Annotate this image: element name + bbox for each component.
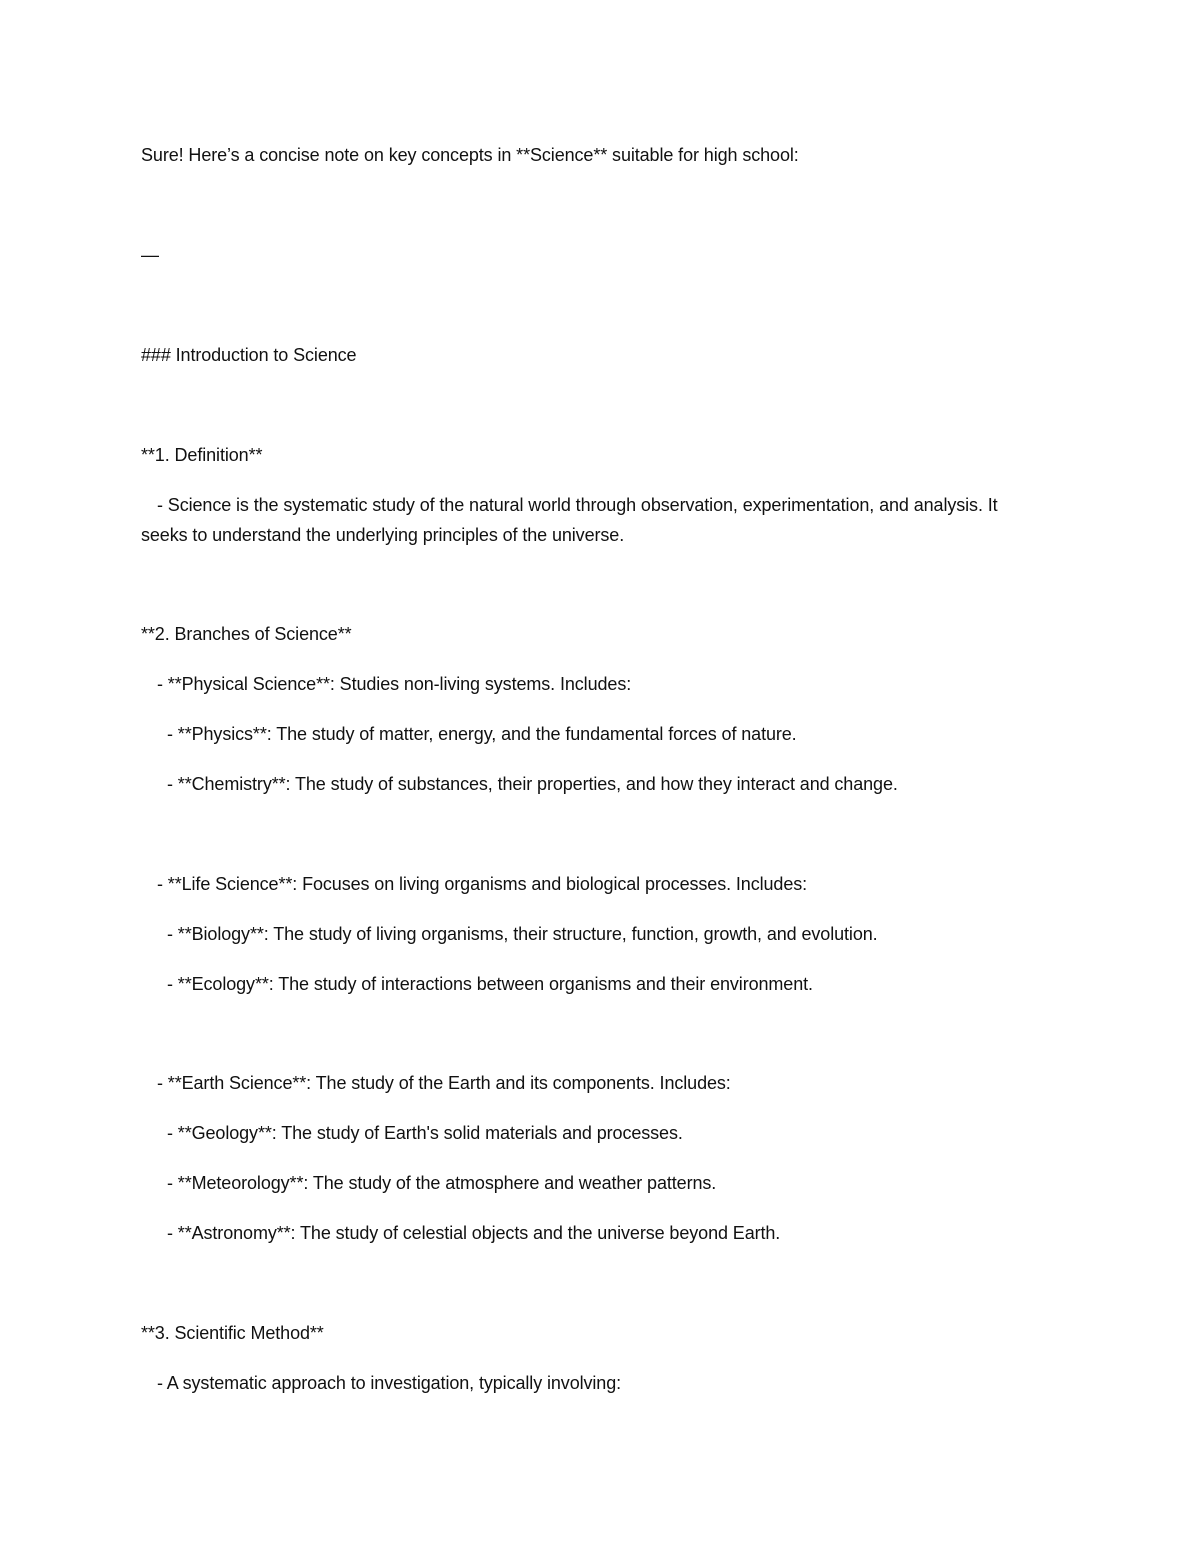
meteorology-item: - **Meteorology**: The study of the atmosphere and weather patterns. (167, 1173, 717, 1193)
method-title: **3. Scientific Method** (141, 1323, 324, 1343)
physics-item: - **Physics**: The study of matter, energy, and the fundamental forces of nature. (167, 724, 797, 744)
biology-item: - **Biology**: The study of living organisms, their structure, function, growth, and evolution. (167, 924, 878, 944)
section-heading: ### Introduction to Science (141, 345, 357, 365)
branches-title: **2. Branches of Science** (141, 624, 352, 644)
chemistry-item: - **Chemistry**: The study of substances, their properties, and how they interact and change. (167, 774, 898, 794)
intro-line: Sure! Here’s a concise note on key concepts in **Science** suitable for high school: (141, 145, 799, 165)
definition-title: **1. Definition** (141, 445, 263, 465)
separator: — (141, 245, 159, 265)
earth-science-head: - **Earth Science**: The study of the Earth and its components. Includes: (157, 1073, 731, 1093)
life-science-head: - **Life Science**: Focuses on living organisms and biological processes. Includes: (157, 874, 808, 894)
geology-item: - **Geology**: The study of Earth's solid materials and processes. (167, 1123, 683, 1143)
astronomy-item: - **Astronomy**: The study of celestial objects and the universe beyond Earth. (167, 1223, 781, 1243)
method-text: - A systematic approach to investigation, typically involving: (157, 1373, 622, 1393)
physical-science-head: - **Physical Science**: Studies non-living systems. Includes: (157, 674, 632, 694)
ecology-item: - **Ecology**: The study of interactions between organisms and their environment. (167, 974, 813, 994)
definition-text: - Science is the systematic study of the natural world through observation, experimentation, and analysis. It seeks to understand the underlying principles of the universe. (141, 495, 998, 545)
definition-paragraph (141, 490, 1021, 550)
